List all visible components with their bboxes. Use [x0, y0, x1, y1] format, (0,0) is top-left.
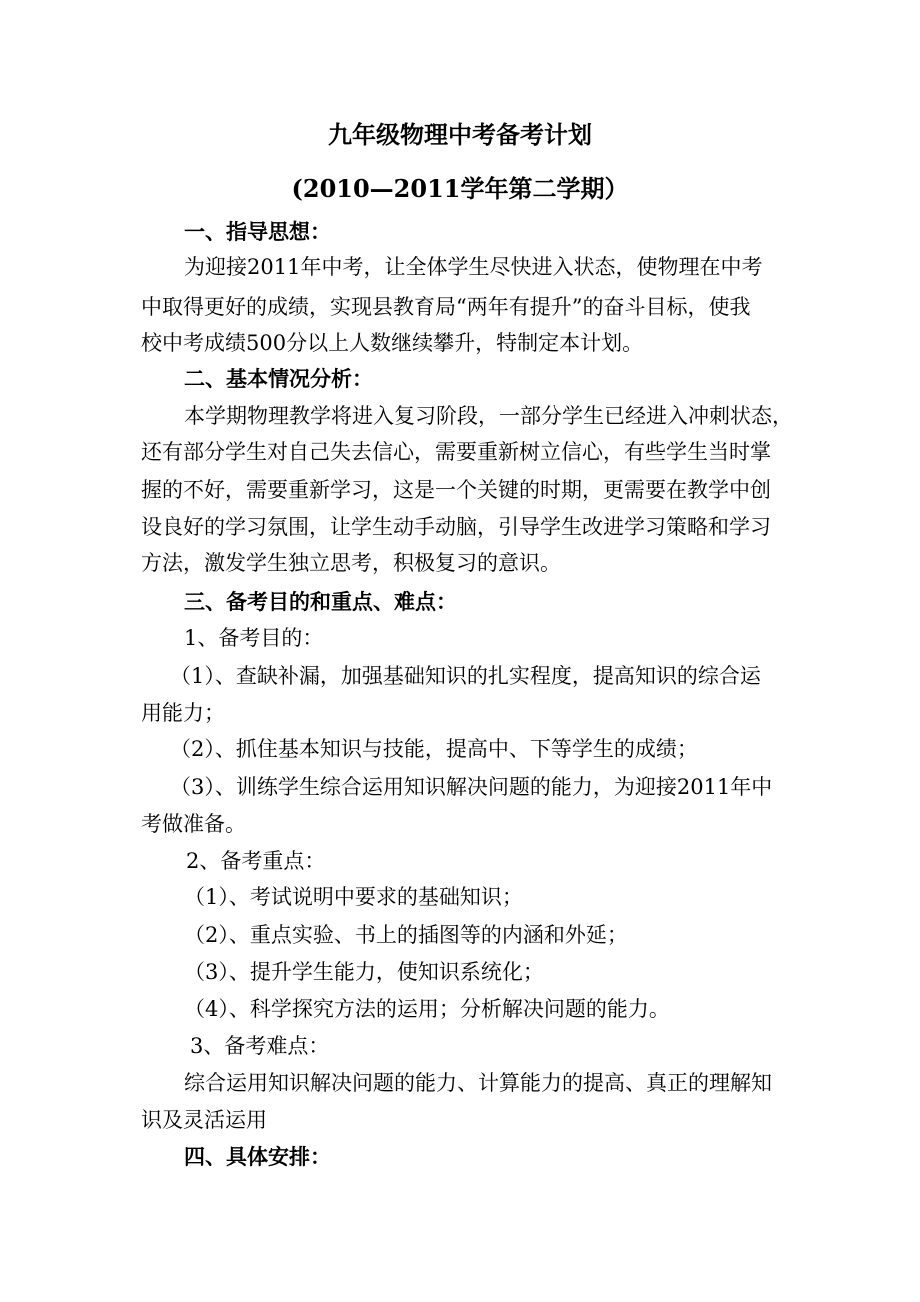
section-1-heading: 一、指导思想：: [184, 219, 331, 244]
paragraph-line: 为迎接2011年中考，让全体学生尽快进入状态，使物理在中考: [184, 255, 763, 279]
subsection-heading: 1、备考目的：: [184, 626, 324, 650]
section-4-heading: 四、具体安排：: [184, 1144, 331, 1169]
paragraph-line: 校中考成绩500分以上人数继续攀升，特制定本计划。: [141, 331, 644, 355]
paragraph-line: 识及灵活运用: [141, 1108, 267, 1132]
list-item: （2）、抓住基本知识与技能，提高中、下等学生的成绩；: [170, 737, 698, 761]
paragraph-line: 握的不好，需要重新学习，这是一个关键的时期，更需要在教学中创: [141, 478, 771, 502]
list-item: （3）、提升学生能力，使知识系统化；: [184, 960, 544, 984]
section-2-heading: 二、基本情况分析：: [184, 366, 373, 391]
paragraph-line: 综合运用知识解决问题的能力、计算能力的提高、真正的理解知: [184, 1071, 772, 1095]
list-item: 考做准备。: [141, 812, 246, 836]
list-item: （1）、查缺补漏，加强基础知识的扎实程度，提高知识的综合运: [170, 664, 761, 688]
section-3-heading: 三、备考目的和重点、难点：: [184, 589, 457, 614]
paragraph-line: 本学期物理教学将进入复习阶段，一部分学生已经进入冲刺状态，: [184, 404, 793, 428]
list-item: （1）、考试说明中要求的基础知识；: [184, 885, 523, 909]
subsection-heading: 2、备考重点：: [186, 849, 326, 873]
paragraph-line: 还有部分学生对自己失去信心，需要重新树立信心，有些学生当时掌: [141, 440, 771, 464]
document-subtitle: (2010—2011学年第二学期）: [291, 174, 629, 203]
list-item: （4）、科学探究方法的运用；分析解决问题的能力。: [184, 997, 670, 1021]
paragraph-line: 中取得更好的成绩，实现县教育局“两年有提升”的奋斗目标，使我: [141, 295, 751, 319]
document-title: 九年级物理中考备考计划: [328, 120, 592, 149]
paragraph-line: 方法，激发学生独立思考，积极复习的意识。: [141, 551, 561, 575]
list-item: 用能力；: [141, 701, 225, 725]
subsection-heading: 3、备考难点：: [190, 1034, 330, 1058]
list-item: （2）、重点实验、书上的插图等的内涵和外延；: [184, 923, 628, 947]
list-item: （3）、训练学生综合运用知识解决问题的能力，为迎接2011年中: [170, 775, 773, 799]
paragraph-line: 设良好的学习氛围，让学生动手动脑，引导学生改进学习策略和学习: [141, 515, 771, 539]
